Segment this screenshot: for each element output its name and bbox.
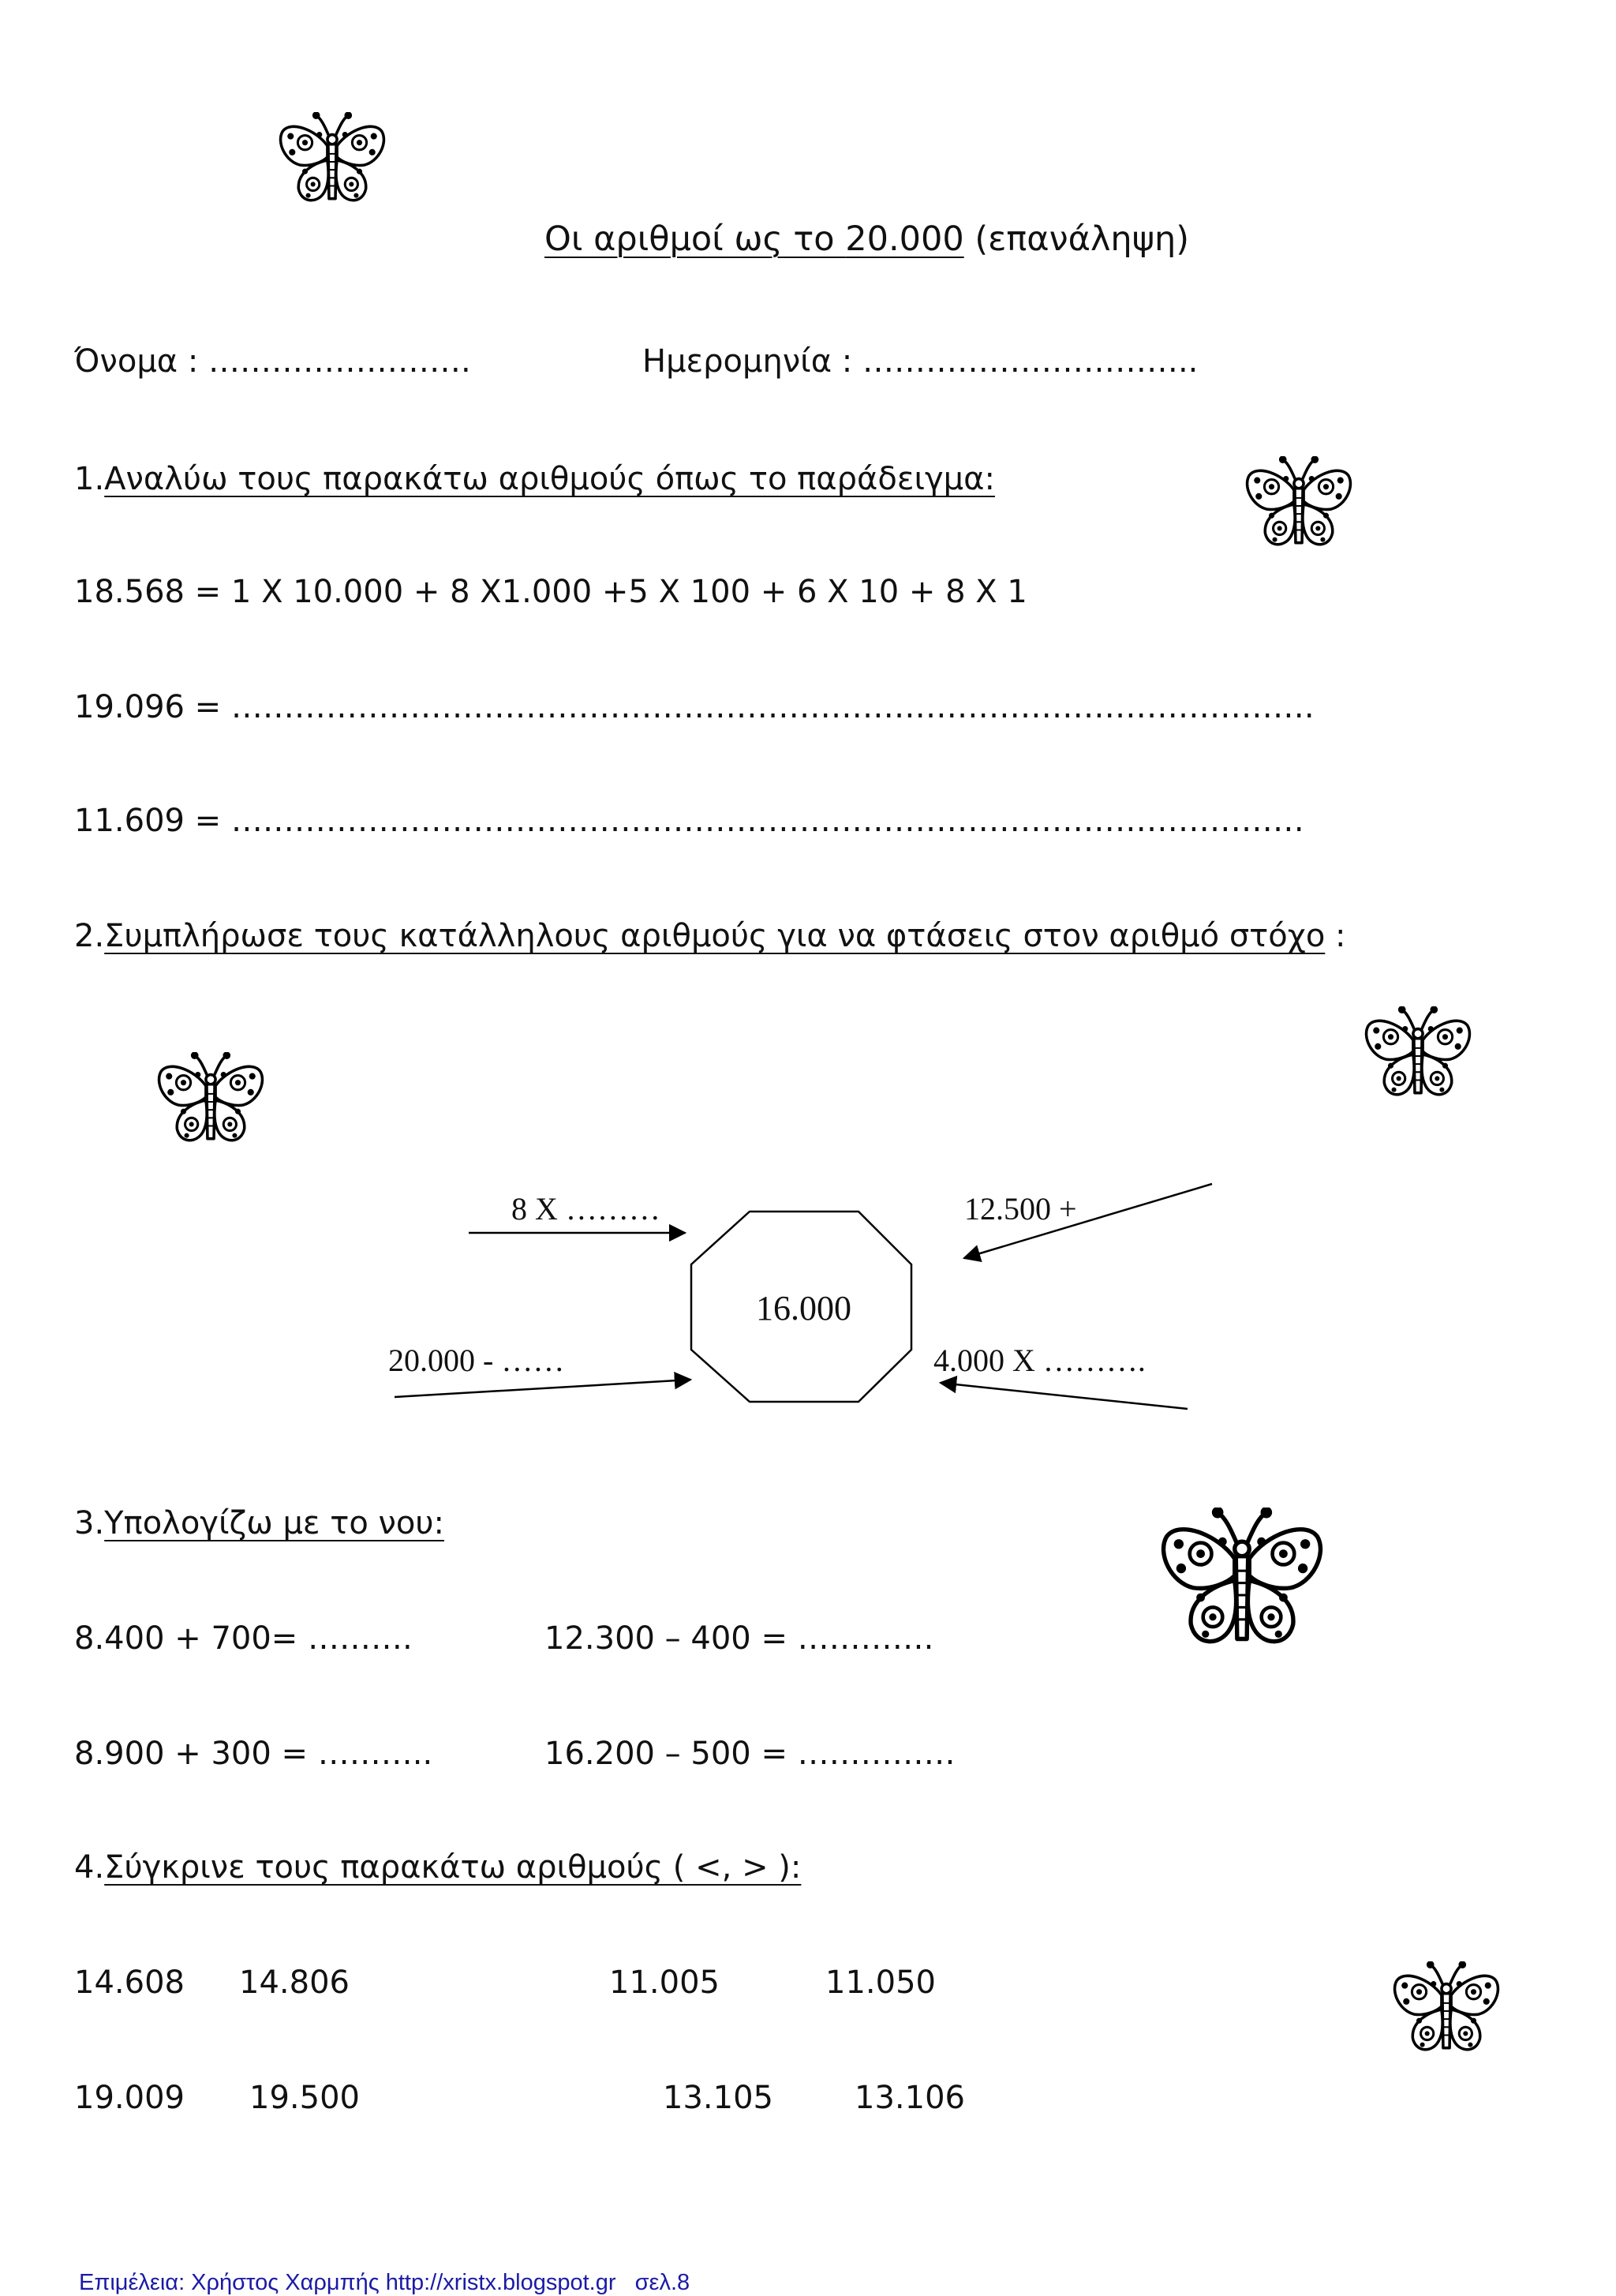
butterfly-icon: [1154, 1508, 1330, 1654]
compare-number: 13.106: [855, 2080, 965, 2116]
date-field-label: Ημερομηνία : …………………………..: [642, 343, 1199, 380]
butterfly-icon: [155, 1052, 267, 1148]
exercise-2-number: 2.: [74, 918, 105, 954]
butterfly-icon: [1390, 1961, 1502, 2058]
exercise-1-number: 1.: [74, 461, 105, 497]
calc-item: 12.300 – 400 = ………….: [544, 1620, 934, 1657]
exercise-3-instruction: Υπολογίζω με το νου:: [104, 1505, 444, 1541]
calc-item: 16.200 – 500 = ……………: [544, 1736, 956, 1772]
exercise-2-instruction: Συμπλήρωσε τους κατάλληλους αριθμούς για να φτάσεις στον αριθμό στόχο: [104, 918, 1326, 954]
label-top-right: 12.500 +: [964, 1191, 1077, 1227]
exercise-2-heading: [74, 917, 1346, 955]
calc-item: 8.900 + 300 = ………..: [74, 1736, 433, 1772]
footer-credit: Επιμέλεια: Χρήστος Χαρμπής http://xristx.blogspot.gr σελ.8: [79, 2270, 690, 2295]
exercise-1-item: 11.609 = …………………………………………………………………………………………: [74, 803, 1304, 839]
butterfly-icon: [276, 112, 388, 208]
arrow-bottom-right: [941, 1383, 1188, 1409]
label-top-left: 8 Χ ………: [511, 1191, 660, 1227]
exercise-4-instruction: Σύγκρινε τους παρακάτω αριθμούς ( <, > ):: [104, 1849, 802, 1886]
label-bottom-right: 4.000 Χ ……….: [933, 1343, 1146, 1378]
compare-number: 14.806: [239, 1965, 350, 2001]
page-title-number: 20.000: [845, 219, 964, 259]
exercise-4-number: 4.: [74, 1849, 105, 1886]
exercise-1-example: 18.568 = 1 Χ 10.000 + 8 Χ1.000 +5 Χ 100 + 6 Χ 10 + 8 Χ 1: [74, 574, 1027, 610]
compare-number: 11.050: [825, 1965, 936, 2001]
butterfly-icon: [1243, 456, 1355, 552]
butterfly-icon: [1362, 1006, 1474, 1103]
compare-number: 11.005: [609, 1965, 720, 2001]
arrow-bottom-left: [395, 1380, 690, 1397]
page-title-suffix: (επανάληψη): [963, 219, 1190, 259]
compare-number: 14.608: [74, 1965, 185, 2001]
compare-number: 19.009: [74, 2080, 185, 2116]
exercise-4-heading: [74, 1848, 801, 1886]
name-field-label: Όνομα : …………………….: [74, 343, 471, 380]
exercise-1-heading: [74, 460, 995, 498]
exercise-3-heading: [74, 1504, 444, 1542]
page-title-main: Οι αριθμοί ως το: [544, 219, 846, 259]
exercise-1-instruction: Αναλύω τους παρακάτω αριθμούς όπως το παράδειγμα:: [104, 461, 995, 497]
compare-number: 19.500: [249, 2080, 360, 2116]
label-bottom-left: 20.000 - ……: [388, 1343, 565, 1378]
target-number: 16.000: [756, 1289, 851, 1328]
exercise-3-number: 3.: [74, 1505, 105, 1541]
calc-item: 8.400 + 700= ……….: [74, 1620, 413, 1657]
exercise-1-item: 19.096 = ………………………………………………………………………………………….: [74, 689, 1315, 725]
page-title: [544, 219, 1189, 260]
compare-number: 13.105: [663, 2080, 773, 2116]
exercise-2-suffix: :: [1325, 918, 1346, 954]
